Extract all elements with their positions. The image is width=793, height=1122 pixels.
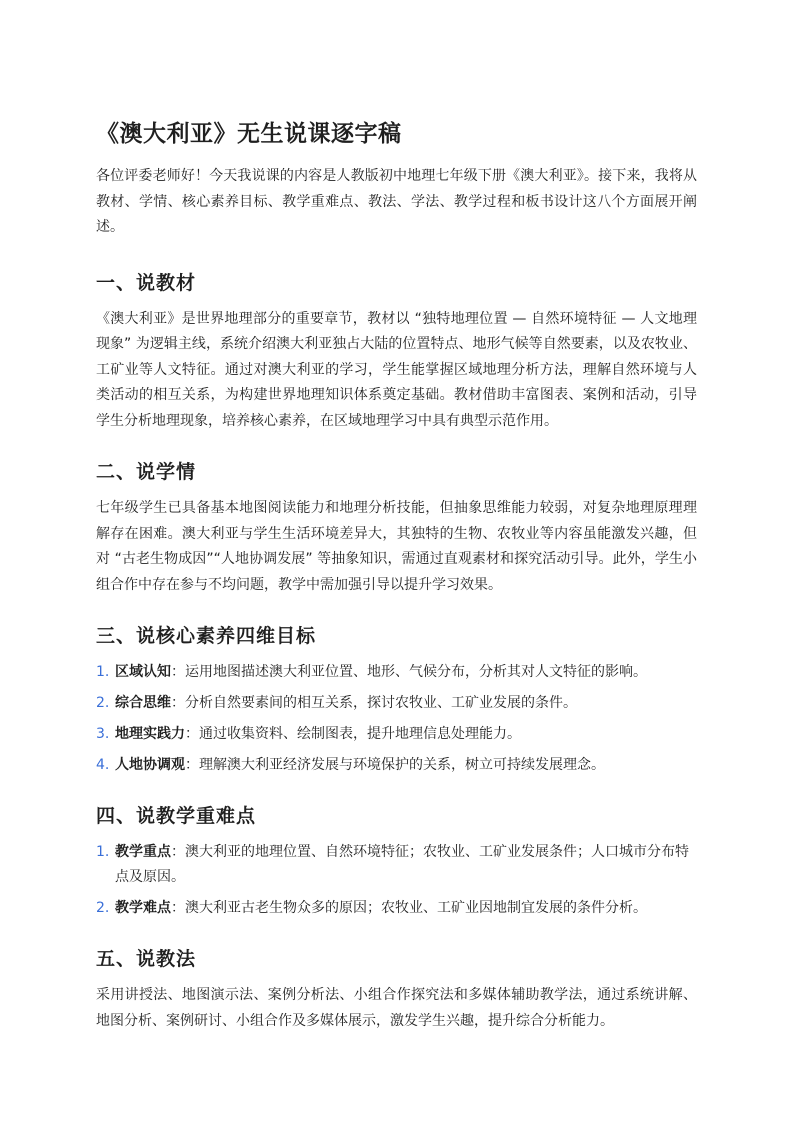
list-item-term: 教学难点	[115, 900, 171, 916]
list-number: 3.	[96, 726, 110, 742]
list-item-term: 教学重点	[115, 844, 171, 860]
list-item-separator: ：	[185, 757, 199, 773]
list-item	[96, 753, 697, 778]
list-item-term: 人地协调观	[115, 757, 185, 773]
list-item	[96, 896, 697, 921]
intro-paragraph: 各位评委老师好！今天我说课的内容是人教版初中地理七年级下册《澳大利亚》。接下来，我将从教材、学情、核心素养目标、教学重难点、教法、学法、教学过程和板书设计这八个方面展开阐述。	[96, 168, 697, 235]
list-number: 4.	[96, 757, 110, 773]
list-item-text: 澳大利亚的地理位置、自然环境特征；农牧业、工矿业发展条件；人口城市分布特点及原因。	[115, 844, 689, 885]
list-item-text: 运用地图描述澳大利亚位置、地形、气候分布，分析其对人文特征的影响。	[185, 664, 647, 680]
list-item-text: 理解澳大利亚经济发展与环境保护的关系，树立可持续发展理念。	[199, 757, 605, 773]
teaching-material-paragraph: 《澳大利亚》是世界地理部分的重要章节，教材以 “独特地理位置 — 自然环境特征 — 人文地理现象” 为逻辑主线，系统介绍澳大利亚独占大陆的位置特点、地形气候等自然要素，以及农牧业、工矿业等人文特征。通过对澳大利亚的学习，学生能掌握区域地理分析方法，理解自然环境与人类活动的相互关系，为构建世界地理知识体系奠定基础。教材借助丰富图表、案例和活动，引导学生分析地理现象，培养核心素养，在区域地理学习中具有典型示范作用。	[96, 310, 697, 429]
list-item-text: 分析自然要素间的相互关系，探讨农牧业、工矿业发展的条件。	[185, 695, 577, 711]
list-item-term: 区域认知	[115, 664, 171, 680]
list-number: 1.	[96, 664, 110, 680]
list-item-text: 通过收集资料、绘制图表，提升地理信息处理能力。	[199, 726, 521, 742]
section-heading-student-analysis: 二、说学情	[96, 461, 197, 483]
list-item-separator: ：	[171, 695, 185, 711]
section-heading-teaching-methods: 五、说教法	[96, 948, 197, 970]
core-literacy-goals-list	[96, 660, 697, 778]
student-analysis-paragraph: 七年级学生已具备基本地图阅读能力和地理分析技能，但抽象思维能力较弱，对复杂地理原理理解存在困难。澳大利亚与学生生活环境差异大，其独特的生物、农牧业等内容虽能激发兴趣，但对 “古老生物成因”“人地协调发展” 等抽象知识，需通过直观素材和探究活动引导。此外，学生小组合作中存在参与不均问题，教学中需加强引导以提升学习效果。	[96, 500, 697, 593]
list-item-term: 地理实践力	[115, 726, 185, 742]
list-number: 1.	[96, 844, 110, 860]
key-difficult-points-list	[96, 840, 697, 921]
list-number: 2.	[96, 695, 110, 711]
list-item-separator: ：	[171, 664, 185, 680]
list-item-separator: ：	[171, 900, 185, 916]
list-item-text: 澳大利亚古老生物众多的原因；农牧业、工矿业因地制宜发展的条件分析。	[185, 900, 647, 916]
document-title: 《澳大利亚》无生说课逐字稿	[96, 121, 402, 147]
list-item-separator: ：	[185, 726, 199, 742]
list-item	[96, 660, 697, 685]
teaching-methods-paragraph: 采用讲授法、地图演示法、案例分析法、小组合作探究法和多媒体辅助教学法，通过系统讲解、地图分析、案例研讨、小组合作及多媒体展示，激发学生兴趣，提升综合分析能力。	[96, 987, 697, 1029]
section-heading-teaching-material: 一、说教材	[96, 271, 197, 294]
list-item-separator: ：	[171, 844, 185, 860]
section-heading-core-literacy-goals: 三、说核心素养四维目标	[96, 625, 317, 647]
list-item-term: 综合思维	[115, 695, 171, 711]
list-item	[96, 722, 697, 747]
list-item	[96, 691, 697, 716]
list-item	[96, 840, 697, 890]
list-number: 2.	[96, 900, 110, 916]
section-heading-key-difficult-points: 四、说教学重难点	[96, 805, 257, 827]
